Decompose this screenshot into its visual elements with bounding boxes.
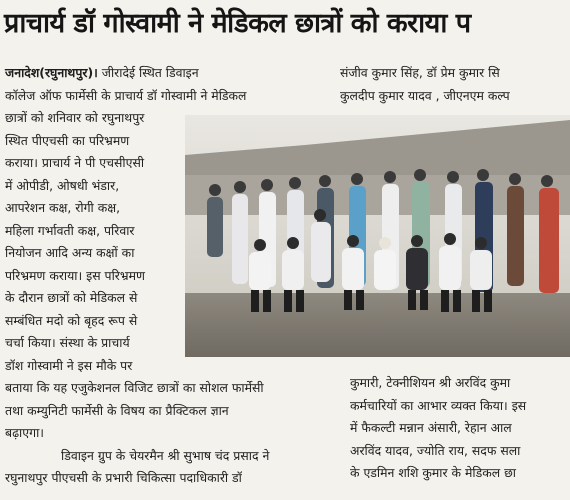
body-line: अरविंद यादव, ज्योति राय, सदफ सला	[350, 442, 521, 458]
body-line: के दौरान छात्रों को मेडिकल से	[5, 290, 138, 305]
body-line: नियोजन आदि अन्य कक्षों का	[5, 245, 135, 260]
left-top-block	[5, 62, 327, 107]
dateline: जनादेश(रघुनाथपुर)।	[5, 65, 98, 80]
group-photo	[185, 115, 570, 357]
body-line: कराया। प्राचार्य ने पी एचसीएसी	[5, 155, 145, 170]
body-line: सम्बंधित मदो को बृहद रूप से	[5, 312, 138, 328]
body-line: महिला गर्भावती कक्ष, परिवार	[5, 222, 135, 238]
article-right-top	[340, 62, 570, 107]
body-line: बढ़ाएगा।	[5, 425, 44, 440]
body-line: परिभ्रमण कराया। इस परिभ्रमण	[5, 267, 145, 283]
body-line: कर्मचारियों का आभार व्यक्त किया। इस	[350, 397, 527, 413]
body-line: में फैकल्टी मन्नान अंसारी, रेहान आल	[350, 420, 512, 435]
body-line: छात्रों को शनिवार को रघुनाथपुर	[5, 110, 145, 125]
body-line: रघुनाथपुर पीएचसी के प्रभारी चिकित्सा पदाधिकारी डॉ	[5, 470, 242, 485]
body-line: डॉश गोस्वामी ने इस मौके पर	[5, 357, 133, 373]
body-line: में ओपीडी, ओषधी भंडार,	[5, 177, 120, 193]
body-line: स्थित पीएचसी का परिभ्रमण	[5, 132, 130, 148]
body-line: कुलदीप कुमार यादव , जीएनएम कल्प	[340, 87, 510, 103]
article-right-bottom	[350, 372, 570, 485]
body-line: तथा कम्युनिटी फार्मेसी के विषय का प्रैक्टिकल ज्ञान	[5, 402, 229, 418]
body-line: कुमारी, टेक्नीशियन श्री अरविंद कुमा	[350, 375, 511, 390]
body-line: बताया कि यह एजुकेशनल विजिट छात्रों का सोशल फार्मेसी	[5, 380, 264, 395]
body-line: आपरेशन कक्ष, रोगी कक्ष,	[5, 200, 121, 215]
left-narrow-block	[5, 107, 183, 377]
body-line: संजीव कुमार सिंह, डॉ प्रेम कुमार सि	[340, 65, 500, 80]
headline: प्राचार्य डॉ गोस्वामी ने मेडिकल छात्रों को कराया प	[4, 8, 471, 39]
body-line: चर्चा किया। संस्था के प्राचार्य	[5, 335, 130, 350]
left-wide-block	[5, 377, 327, 490]
body-line: कॉलेज ऑफ फार्मेसी के प्राचार्य डॉ गोस्वामी ने मेडिकल	[5, 87, 247, 103]
body-line: जीरादेई स्थित डिवाइन	[101, 65, 199, 80]
body-line: के एडमिन शशि कुमार के मेडिकल छा	[350, 465, 516, 480]
body-line: डिवाइन ग्रुप के चेयरमैन श्री सुभाष चंद प्रसाद ने	[61, 447, 270, 463]
